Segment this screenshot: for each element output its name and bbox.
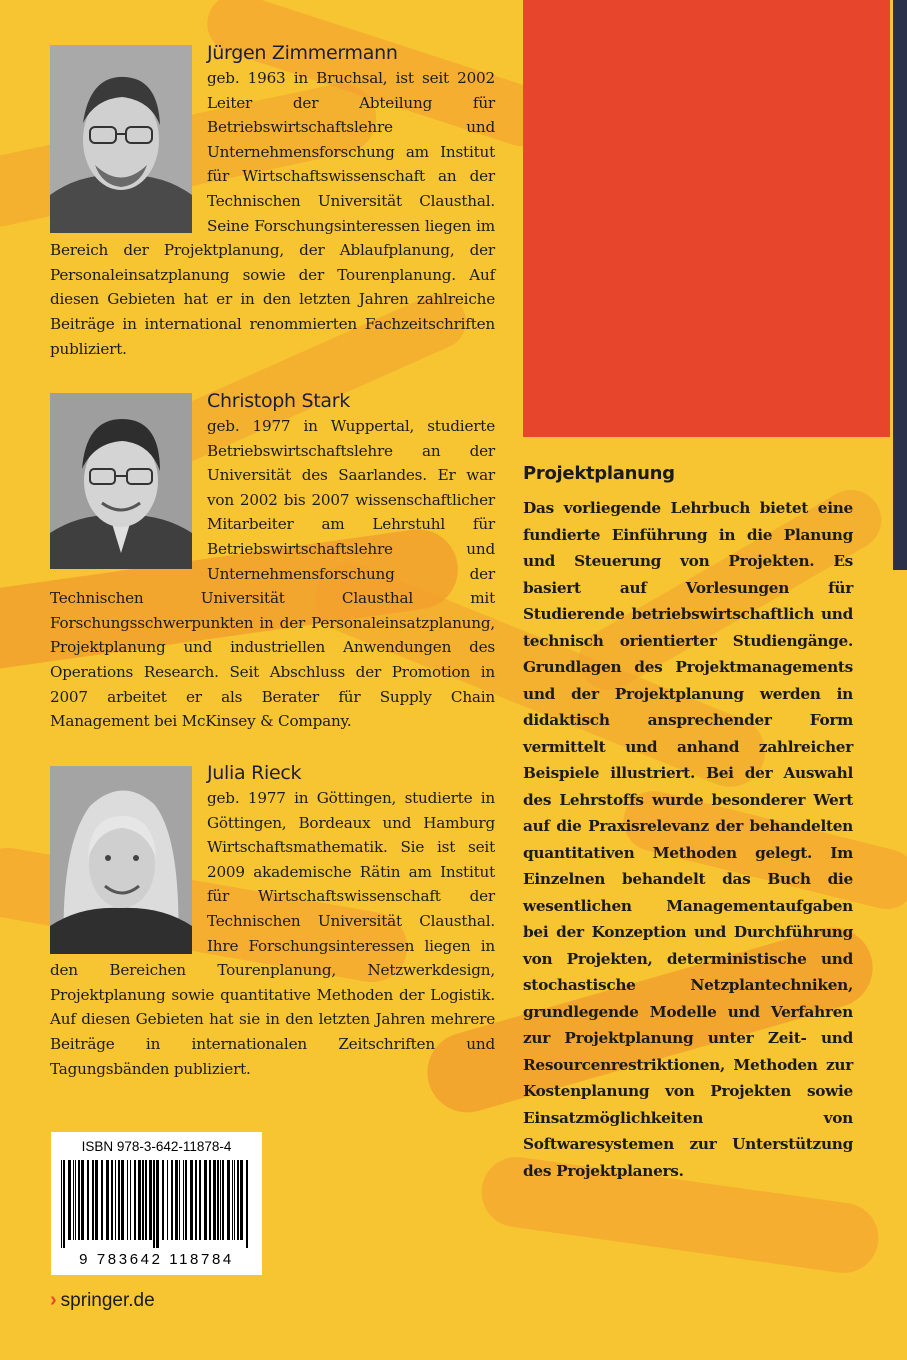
barcode-bar	[127, 1160, 128, 1240]
barcode-bar	[190, 1160, 193, 1240]
isbn-label: ISBN 978-3-642-11878-4	[81, 1139, 232, 1154]
barcode-bar	[179, 1160, 180, 1240]
barcode-number: 9 783642 118784	[79, 1251, 234, 1268]
barcode-bar	[78, 1160, 80, 1240]
barcode-bar	[142, 1160, 144, 1240]
barcode-bar	[63, 1160, 65, 1248]
barcode-bar	[153, 1160, 155, 1248]
publisher-url-text: springer.de	[60, 1289, 155, 1311]
barcode-bar	[106, 1160, 109, 1240]
barcode-bar	[145, 1160, 147, 1240]
barcode-bar	[95, 1160, 98, 1240]
barcode-bar	[171, 1160, 173, 1240]
barcode-bar	[101, 1160, 103, 1240]
author-name: Julia Rieck	[207, 762, 302, 784]
author-photo	[50, 45, 192, 233]
isbn-barcode	[51, 1132, 262, 1275]
barcode-bar	[92, 1160, 94, 1240]
barcode-bar	[134, 1160, 136, 1240]
barcode-bar	[68, 1160, 71, 1240]
barcode-bar	[167, 1160, 168, 1240]
barcode-bar	[149, 1160, 152, 1240]
barcode-bar	[199, 1160, 201, 1240]
barcode-bar	[156, 1160, 159, 1248]
barcode-bars	[57, 1160, 256, 1248]
author-bio-zimmermann	[50, 42, 495, 361]
barcode-bar	[81, 1160, 84, 1240]
barcode-bar	[115, 1160, 116, 1240]
author-name: Christoph Stark	[207, 390, 350, 412]
author-name: Jürgen Zimmermann	[207, 42, 398, 64]
barcode-bar	[87, 1160, 89, 1240]
barcode-bar	[220, 1160, 221, 1240]
barcode-bar	[246, 1160, 248, 1248]
barcode-bar	[121, 1160, 124, 1240]
cover-color-block	[523, 0, 890, 437]
barcode-bar	[227, 1160, 230, 1240]
author-bio-text: geb. 1963 in Bruchsal, ist seit 2002 Leiter der Abteilung für Betriebswirtschaftslehre und Unternehmensforschung am Institut für Wirtschaftswissenschaft an der Technischen Universität Clausthal. Seine Forschungsinteressen liegen im Bereich der Projektplanung, der Ablaufplanung, der Personaleinsatzplanung sowie der Tourenplanung. Auf diesen Gebieten hat er in den letzten Jahren zahlreiche Beiträge in international renommierten Fachzeitschriften publiziert.	[50, 69, 495, 358]
publisher-url[interactable]	[50, 1289, 155, 1312]
barcode-bar	[234, 1160, 235, 1240]
barcode-bar	[185, 1160, 187, 1240]
barcode-bar	[162, 1160, 164, 1240]
barcode-bar	[209, 1160, 211, 1240]
barcode-bar	[240, 1160, 243, 1240]
barcode-bar	[204, 1160, 207, 1240]
chevron-right-icon: ›	[50, 1289, 57, 1311]
barcode-bar	[118, 1160, 120, 1240]
book-title: Projektplanung	[523, 463, 675, 484]
author-bio-text: geb. 1977 in Göttingen, studierte in Göttingen, Bordeaux und Hamburg Wirtschaftsmathematik. Sie ist seit 2009 akademische Rätin am Institut für Wirtschaftswissenschaft der Technischen Universität Clausthal. Ihre Forschungsinteressen liegen in den Bereichen Tourenplanung, Netzwerkdesign, Projektplanung sowie quantitative Methoden der Logistik. Auf diesen Gebieten hat sie in den letzten Jahren mehrere Beiträge in internationalen Zeitschriften und Tagungsbänden publiziert.	[50, 789, 495, 1078]
author-bio-rieck	[50, 762, 495, 1081]
barcode-bar	[217, 1160, 219, 1240]
barcode-bar	[213, 1160, 216, 1240]
author-photo	[50, 393, 192, 569]
author-bio-stark	[50, 390, 495, 734]
barcode-bar	[73, 1160, 74, 1240]
book-description: Das vorliegende Lehrbuch bietet eine fundierte Einführung in die Planung und Steuerung von Projekten. Es basiert auf Vorlesungen für Studierende betriebswirtschaftlich und technisch orientierter Studiengänge. Grundlagen des Projektmanagements und der Projektplanung werden in didaktisch ansprechender Form vermittelt und anhand zahlreicher Beispiele illustriert. Bei der Auswahl des Lehrstoffs wurde besonderer Wert auf die Praxisrelevanz der behandelten quantitativen Methoden gelegt. Im Einzelnen behandelt das Buch die wesentlichen Managementaufgaben bei der Konzeption und Durchführung von Projekten, deterministische und stochastische Netzplantechniken, grundlegende Modelle und Verfahren zur Projektplanung unter Zeit- und Resourcenrestriktionen, Methoden zur Kostenplanung von Projekten sowie Einsatzmöglichkeiten von Softwaresystemen zur Unterstützung des Projektplaners.	[523, 499, 853, 1180]
barcode-bar	[75, 1160, 76, 1240]
barcode-bar	[222, 1160, 224, 1240]
barcode-bar	[237, 1160, 239, 1240]
spine-strip	[893, 0, 907, 570]
barcode-bar	[183, 1160, 184, 1240]
barcode-bar	[130, 1160, 131, 1240]
author-photo	[50, 766, 192, 954]
barcode-bar	[138, 1160, 141, 1240]
barcode-bar	[61, 1160, 62, 1248]
barcode-bar	[175, 1160, 178, 1240]
barcode-bar	[195, 1160, 197, 1240]
barcode-bar	[111, 1160, 113, 1240]
author-bio-text: geb. 1977 in Wuppertal, studierte Betriebswirtschaftslehre an der Universität des Saarlandes. Er war von 2002 bis 2007 wissenschaftlicher Mitarbeiter am Lehrstuhl für Betriebswirtschaftslehre und Unternehmensforschung der Technischen Universität Clausthal mit Forschungsschwerpunkten in der Personaleinsatzplanung, Projektplanung und industriellen Anwendungen des Operations Research. Seit Abschluss der Promotion in 2007 arbeitet er als Berater für Supply Chain Management bei McKinsey & Company.	[50, 417, 495, 731]
barcode-bar	[232, 1160, 233, 1240]
